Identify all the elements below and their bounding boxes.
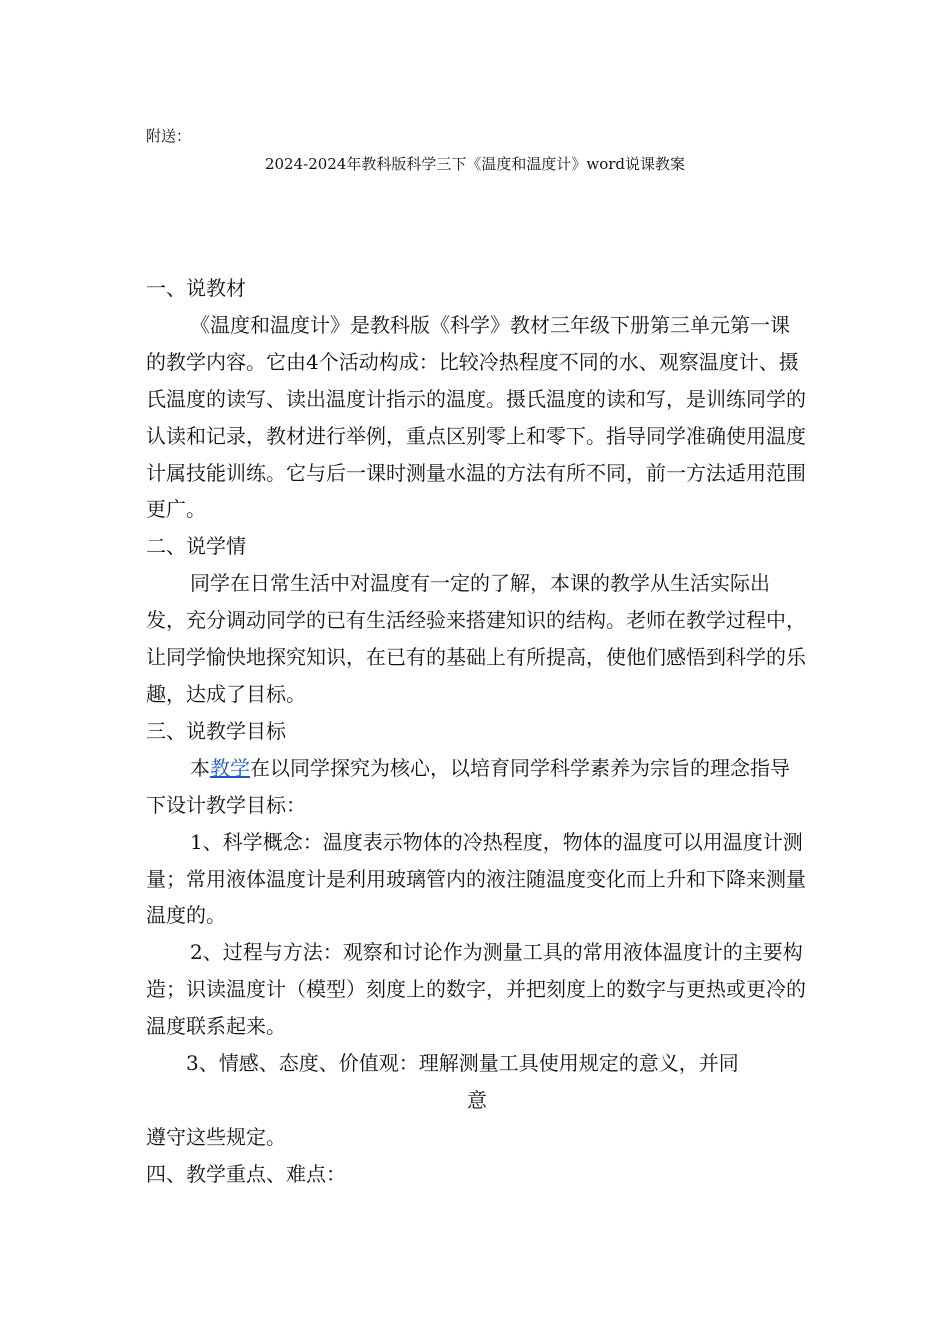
goal-item-process: 2、过程与方法：观察和讨论作为测量工具的常用液体温度计的主要构造；识读温度计（模型）刻度上的数字，并把刻度上的数字与更热或更冷的温度联系起来。 (146, 940, 806, 1039)
goal-item-attitude: 3、情感、态度、价值观：理解测量工具使用规定的意义，并同 (186, 1051, 739, 1076)
goal-item-attitude-orphan: 意 (467, 1087, 487, 1112)
goal-item-concept: 1、科学概念：温度表示物体的冷热程度，物体的温度可以用温度计测量；常用液体温度计是利用玻璃管内的液注随温度变化而上升和下降来测量温度的。 (146, 829, 806, 928)
section-heading-textbook: 一、说教材 (146, 276, 246, 300)
teaching-link[interactable]: 教学 (210, 755, 250, 780)
section-heading-students: 二、说学情 (146, 534, 246, 559)
attachment-prefix: 附送： (146, 127, 192, 145)
document-title: 2024-2024年教科版科学三下《温度和温度计》word说课教案 (264, 155, 686, 173)
objectives-text-pre: 本 (190, 755, 210, 780)
section-heading-keypoints: 四、教学重点、难点： (146, 1161, 346, 1186)
goal-item-attitude-tail: 遵守这些规定。 (146, 1124, 286, 1149)
section-paragraph-textbook: 《温度和温度计》是教科版《科学》教材三年级下册第三单元第一课的教学内容。它由4个活动构成：比较冷热程度不同的水、观察温度计、摄氏温度的读写、读出温度计指示的温度。摄氏温度的读和写，是训练同学的认读和记录，教材进行举例，重点区别零上和零下。指导同学准确使用温度计属技能训练。它与后一课时测量水温的方法有所不同，前一方法适用范围更广。 (146, 312, 806, 522)
section-heading-objectives: 三、说教学目标 (146, 718, 286, 743)
section-paragraph-students: 同学在日常生活中对温度有一定的了解，本课的教学从生活实际出发，充分调动同学的已有生活经验来搭建知识的结构。老师在教学过程中，让同学愉快地探究知识，在已有的基础上有所提高，使他们感悟到科学的乐趣，达成了目标。 (146, 571, 806, 706)
document-body (146, 270, 808, 1193)
section-paragraph-objectives (146, 750, 808, 824)
objectives-text-post: 在以同学探究为核心，以培育同学科学素养为宗旨的理念指导下设计教学目标： (146, 755, 790, 817)
